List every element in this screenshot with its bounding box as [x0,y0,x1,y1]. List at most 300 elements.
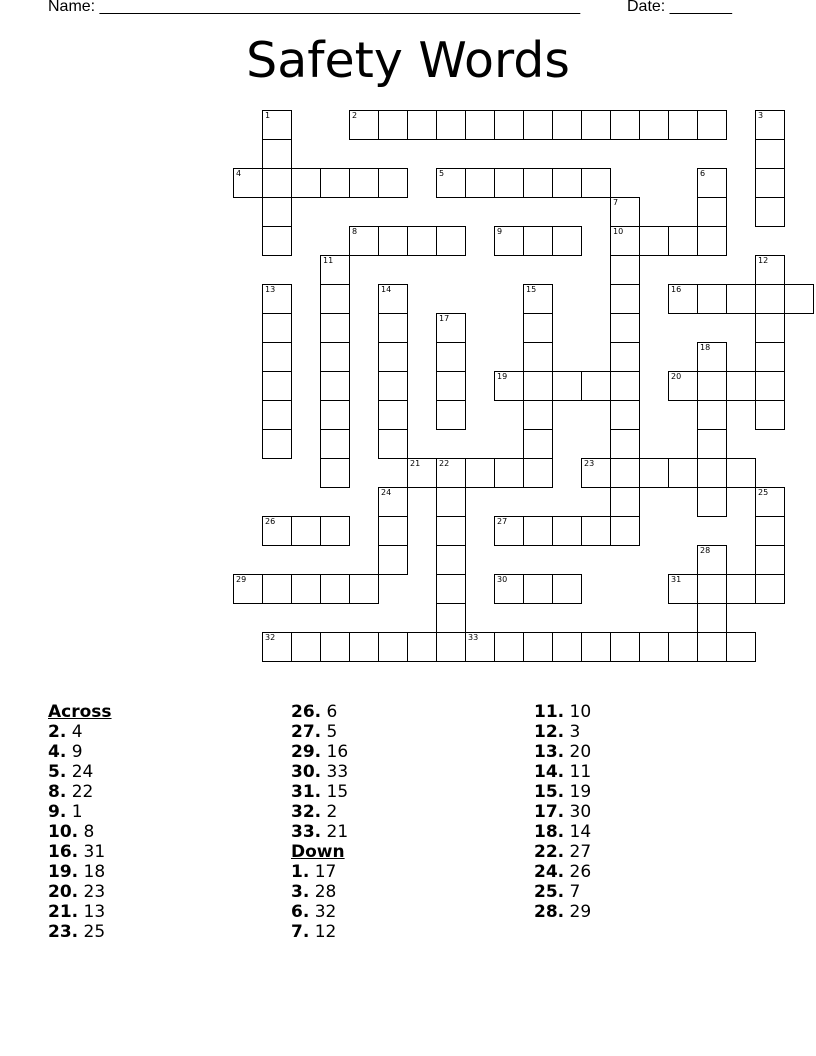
grid-cell[interactable] [262,400,292,430]
grid-cell[interactable] [784,284,814,314]
grid-cell[interactable] [378,632,408,662]
clue-item-text: 21 [321,822,349,842]
clue-item-number: 6. [291,902,310,922]
clue-item [534,902,591,922]
clue-number: 8 [352,227,358,236]
grid-cell[interactable] [291,632,321,662]
clue-item-text: 26 [564,862,592,882]
clue-item-number: 8. [48,782,67,802]
clue-item-number: 3. [291,882,310,902]
clue-item [48,842,112,862]
grid-cell[interactable] [639,458,669,488]
clue-item-number: 14. [534,762,565,782]
grid-cell[interactable] [494,168,524,198]
clue-item-number: 10. [48,822,79,842]
clue-item [48,782,112,802]
grid-cell[interactable] [610,371,640,401]
grid-cell[interactable] [320,371,350,401]
grid-cell[interactable] [349,110,379,140]
clue-item [48,762,112,782]
clue-number: 26 [265,517,276,526]
clue-number: 20 [671,372,682,381]
clue-item-text: 11 [564,762,592,782]
clue-number: 2 [352,111,358,120]
clue-item-number: 29. [291,742,322,762]
grid-cell[interactable] [552,168,582,198]
grid-cell[interactable] [668,110,698,140]
grid-cell[interactable] [378,313,408,343]
clue-number: 11 [323,256,334,265]
grid-cell[interactable] [494,516,524,546]
down-heading: Down [291,842,345,862]
grid-cell[interactable] [697,458,727,488]
clue-number: 19 [497,372,508,381]
clue-item-number: 27. [291,722,322,742]
grid-cell[interactable] [755,487,785,517]
clue-item-text: 9 [66,742,83,762]
grid-cell[interactable] [436,574,466,604]
grid-cell[interactable] [726,632,756,662]
grid-cell[interactable] [436,400,466,430]
clue-item [534,882,591,902]
clue-number: 5 [439,169,445,178]
grid-cell[interactable] [552,516,582,546]
grid-cell[interactable] [320,458,350,488]
grid-cell[interactable] [494,574,524,604]
clue-item [291,802,348,822]
grid-cell[interactable] [697,429,727,459]
clue-number: 28 [700,546,711,555]
grid-cell[interactable] [349,226,379,256]
clue-number: 18 [700,343,711,352]
grid-cell[interactable] [378,400,408,430]
clue-number: 21 [410,459,421,468]
across-heading: Across [48,702,112,722]
clue-number: 30 [497,575,508,584]
grid-cell[interactable] [262,516,292,546]
grid-cell[interactable] [436,632,466,662]
clue-item-text: 14 [564,822,592,842]
grid-cell[interactable] [726,284,756,314]
grid-cell[interactable] [552,371,582,401]
grid-cell[interactable] [349,574,379,604]
clue-item-number: 25. [534,882,565,902]
clue-item [48,742,112,762]
clue-item-number: 33. [291,822,322,842]
grid-cell[interactable] [436,110,466,140]
clue-item [48,802,112,822]
clue-item-text: 25 [78,922,106,942]
grid-cell[interactable] [378,429,408,459]
grid-cell[interactable] [262,197,292,227]
grid-cell[interactable] [378,226,408,256]
clue-item-number: 9. [48,802,67,822]
clue-item [534,742,591,762]
grid-cell[interactable] [262,168,292,198]
clue-item [48,722,112,742]
clue-item [534,722,591,742]
grid-cell[interactable] [523,342,553,372]
grid-cell[interactable] [262,342,292,372]
clue-item-number: 31. [291,782,322,802]
clue-item [291,922,348,942]
clue-item-text: 6 [321,702,338,722]
clue-item-text: 27 [564,842,592,862]
grid-cell[interactable] [436,545,466,575]
clue-number: 27 [497,517,508,526]
grid-cell[interactable] [697,197,727,227]
clue-number: 7 [613,198,619,207]
grid-cell[interactable] [610,632,640,662]
grid-cell[interactable] [581,110,611,140]
clue-item [48,902,112,922]
grid-cell[interactable] [581,168,611,198]
grid-cell[interactable] [697,603,727,633]
clue-item-number: 24. [534,862,565,882]
grid-cell[interactable] [320,168,350,198]
clue-item-text: 2 [321,802,338,822]
grid-cell[interactable] [610,110,640,140]
clue-item [291,822,348,842]
grid-cell[interactable] [697,574,727,604]
clue-item-number: 7. [291,922,310,942]
clue-item-text: 8 [78,822,95,842]
grid-cell[interactable] [378,371,408,401]
grid-cell[interactable] [697,545,727,575]
grid-cell[interactable] [523,168,553,198]
grid-cell[interactable] [668,284,698,314]
grid-cell[interactable] [726,458,756,488]
clue-item-text: 28 [309,882,337,902]
grid-cell[interactable] [523,313,553,343]
clue-number: 10 [613,227,624,236]
grid-cell[interactable] [552,574,582,604]
clue-item-text: 18 [78,862,106,882]
clue-item-text: 5 [321,722,338,742]
clue-item-text: 19 [564,782,592,802]
clues-column-1 [48,702,112,942]
clue-item-number: 26. [291,702,322,722]
grid-cell[interactable] [552,110,582,140]
grid-cell[interactable] [320,313,350,343]
clue-item-text: 22 [66,782,94,802]
grid-cell[interactable] [262,139,292,169]
grid-cell[interactable] [697,168,727,198]
clue-number: 3 [758,111,764,120]
clue-item-text: 10 [564,702,592,722]
clue-item-number: 11. [534,702,565,722]
grid-cell[interactable] [697,342,727,372]
grid-cell[interactable] [668,371,698,401]
grid-cell[interactable] [610,284,640,314]
grid-cell[interactable] [291,574,321,604]
grid-cell[interactable] [726,371,756,401]
grid-cell[interactable] [668,226,698,256]
grid-cell[interactable] [581,458,611,488]
grid-cell[interactable] [610,226,640,256]
clue-item-number: 21. [48,902,79,922]
grid-cell[interactable] [755,110,785,140]
grid-cell[interactable] [378,516,408,546]
clue-item-number: 23. [48,922,79,942]
grid-cell[interactable] [436,342,466,372]
clue-number: 9 [497,227,503,236]
grid-cell[interactable] [552,226,582,256]
grid-cell[interactable] [523,400,553,430]
grid-cell[interactable] [668,632,698,662]
clue-item-text: 4 [66,722,83,742]
clue-number: 22 [439,459,450,468]
grid-cell[interactable] [755,284,785,314]
clue-item-number: 18. [534,822,565,842]
clue-item [291,722,348,742]
grid-cell[interactable] [320,255,350,285]
grid-cell[interactable] [755,197,785,227]
clue-item-number: 12. [534,722,565,742]
grid-cell[interactable] [523,284,553,314]
clue-item [291,782,348,802]
clue-number: 25 [758,488,769,497]
grid-cell[interactable] [668,458,698,488]
grid-cell[interactable] [552,632,582,662]
grid-cell[interactable] [610,400,640,430]
clue-item-text: 31 [78,842,106,862]
clue-number: 12 [758,256,769,265]
clue-item [291,862,348,882]
grid-cell[interactable] [755,400,785,430]
grid-cell[interactable] [755,313,785,343]
clue-item-text: 13 [78,902,106,922]
grid-cell[interactable] [465,458,495,488]
grid-cell[interactable] [349,168,379,198]
clue-number: 1 [265,111,271,120]
grid-cell[interactable] [755,371,785,401]
grid-cell[interactable] [407,110,437,140]
grid-cell[interactable] [494,458,524,488]
clues-column-3 [534,702,591,922]
clue-item [534,702,591,722]
clue-item-number: 28. [534,902,565,922]
grid-cell[interactable] [378,284,408,314]
grid-cell[interactable] [494,110,524,140]
grid-cell[interactable] [262,371,292,401]
grid-cell[interactable] [697,371,727,401]
clue-item [291,742,348,762]
grid-cell[interactable] [581,632,611,662]
clue-item-text: 16 [321,742,349,762]
clue-item-text: 23 [78,882,106,902]
grid-cell[interactable] [610,458,640,488]
grid-cell[interactable] [378,110,408,140]
clue-item-text: 3 [564,722,581,742]
clue-item-number: 32. [291,802,322,822]
grid-cell[interactable] [320,574,350,604]
grid-cell[interactable] [436,313,466,343]
grid-cell[interactable] [523,516,553,546]
grid-cell[interactable] [697,487,727,517]
grid-cell[interactable] [436,487,466,517]
clue-item-number: 17. [534,802,565,822]
grid-cell[interactable] [407,458,437,488]
grid-cell[interactable] [755,574,785,604]
clue-item-text: 15 [321,782,349,802]
grid-cell[interactable] [262,110,292,140]
grid-cell[interactable] [436,371,466,401]
clue-item [534,862,591,882]
clue-item-text: 7 [564,882,581,902]
grid-cell[interactable] [465,632,495,662]
grid-cell[interactable] [436,516,466,546]
grid-cell[interactable] [349,632,379,662]
clues-column-2 [291,702,348,942]
grid-cell[interactable] [697,400,727,430]
grid-cell[interactable] [262,632,292,662]
grid-cell[interactable] [233,168,263,198]
grid-cell[interactable] [697,226,727,256]
grid-cell[interactable] [755,139,785,169]
grid-cell[interactable] [465,110,495,140]
grid-cell[interactable] [436,168,466,198]
clue-item-number: 30. [291,762,322,782]
grid-cell[interactable] [610,342,640,372]
clue-item-number: 16. [48,842,79,862]
grid-cell[interactable] [523,429,553,459]
clue-item [48,922,112,942]
grid-cell[interactable] [610,487,640,517]
clue-number: 4 [236,169,242,178]
grid-cell[interactable] [523,458,553,488]
clue-item-number: 19. [48,862,79,882]
grid-cell[interactable] [639,632,669,662]
clue-number: 14 [381,285,392,294]
grid-cell[interactable] [697,284,727,314]
clue-item [291,882,348,902]
grid-cell[interactable] [262,284,292,314]
grid-cell[interactable] [378,342,408,372]
grid-cell[interactable] [320,284,350,314]
grid-cell[interactable] [378,168,408,198]
grid-cell[interactable] [726,574,756,604]
grid-cell[interactable] [378,545,408,575]
clue-number: 13 [265,285,276,294]
grid-cell[interactable] [494,632,524,662]
clue-item-number: 15. [534,782,565,802]
clue-item-number: 13. [534,742,565,762]
clue-item-number: 22. [534,842,565,862]
grid-cell[interactable] [668,574,698,604]
grid-cell[interactable] [610,197,640,227]
clue-item-text: 24 [66,762,94,782]
clue-number: 16 [671,285,682,294]
grid-cell[interactable] [494,226,524,256]
clue-item-number: 20. [48,882,79,902]
grid-cell[interactable] [378,487,408,517]
grid-cell[interactable] [523,371,553,401]
grid-cell[interactable] [755,342,785,372]
clue-number: 6 [700,169,706,178]
grid-cell[interactable] [465,168,495,198]
clue-item [48,822,112,842]
grid-cell[interactable] [697,632,727,662]
clue-number: 31 [671,575,682,584]
clue-item-text: 1 [66,802,83,822]
grid-cell[interactable] [320,429,350,459]
clue-number: 24 [381,488,392,497]
grid-cell[interactable] [436,603,466,633]
clue-item-text: 17 [309,862,337,882]
grid-cell[interactable] [639,226,669,256]
grid-cell[interactable] [697,110,727,140]
grid-cell[interactable] [407,226,437,256]
clue-item-number: 5. [48,762,67,782]
clue-number: 33 [468,633,479,642]
grid-cell[interactable] [494,371,524,401]
clue-item [534,762,591,782]
grid-cell[interactable] [755,168,785,198]
grid-cell[interactable] [755,516,785,546]
grid-cell[interactable] [262,574,292,604]
grid-cell[interactable] [755,545,785,575]
clue-number: 15 [526,285,537,294]
clue-item [534,802,591,822]
grid-cell[interactable] [610,255,640,285]
clue-item-text: 30 [564,802,592,822]
clue-number: 17 [439,314,450,323]
clue-item [48,862,112,882]
grid-cell[interactable] [610,313,640,343]
clue-item [291,762,348,782]
clue-item-number: 4. [48,742,67,762]
grid-cell[interactable] [320,400,350,430]
grid-cell[interactable] [523,110,553,140]
grid-cell[interactable] [320,516,350,546]
grid-cell[interactable] [320,632,350,662]
clue-item-text: 20 [564,742,592,762]
grid-cell[interactable] [291,168,321,198]
grid-cell[interactable] [610,429,640,459]
grid-cell[interactable] [610,516,640,546]
grid-cell[interactable] [581,516,611,546]
grid-cell[interactable] [436,458,466,488]
clue-item-number: 2. [48,722,67,742]
clue-item [291,902,348,922]
clue-item-text: 12 [309,922,337,942]
clue-item [534,822,591,842]
grid-cell[interactable] [639,110,669,140]
name-field-label: Name: ______________________________________________________ [48,0,581,15]
grid-cell[interactable] [233,574,263,604]
grid-cell[interactable] [436,226,466,256]
clue-number: 23 [584,459,595,468]
clue-item-text: 33 [321,762,349,782]
grid-cell[interactable] [523,226,553,256]
grid-cell[interactable] [320,342,350,372]
grid-cell[interactable] [755,255,785,285]
grid-cell[interactable] [581,371,611,401]
page-title: Safety Words [246,32,570,89]
clue-item [534,842,591,862]
grid-cell[interactable] [407,632,437,662]
grid-cell[interactable] [523,574,553,604]
grid-cell[interactable] [291,516,321,546]
date-field-label: Date: _______ [627,0,732,15]
grid-cell[interactable] [262,313,292,343]
clue-item-text: 32 [309,902,337,922]
grid-cell[interactable] [262,429,292,459]
clue-item [291,702,348,722]
grid-cell[interactable] [523,632,553,662]
grid-cell[interactable] [262,226,292,256]
